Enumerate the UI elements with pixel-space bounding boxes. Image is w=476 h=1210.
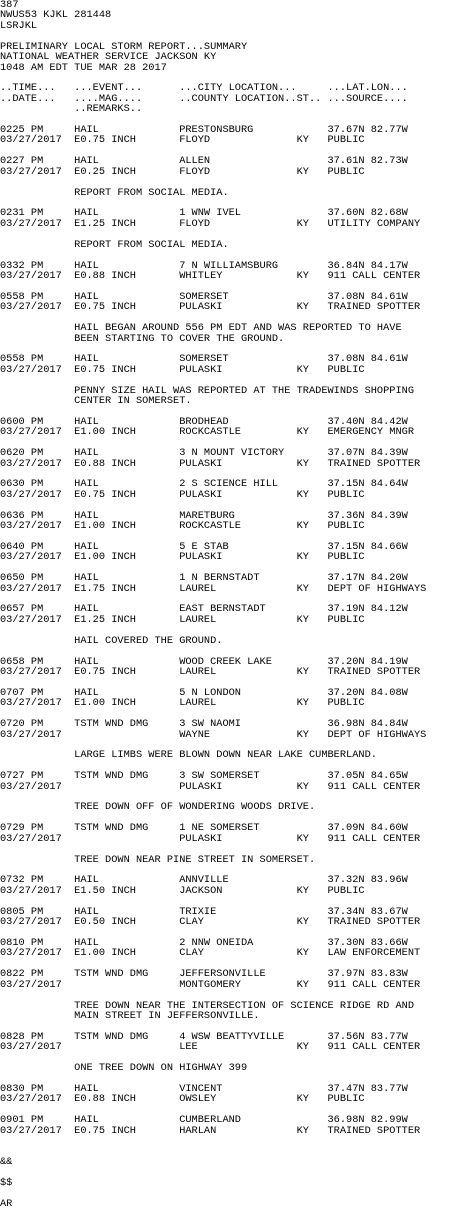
storm-report-text: 387 NWUS53 KJKL 281448 LSRJKL PRELIMINARY LOCAL STORM REPORT...SUMMARY NATIONAL WEATHER SERVICE JACKSON KY 1048 AM EDT TUE MAR 28 2017 ..TIME... ...EVENT... ...CITY LOCATION... ...LAT.LON... ..DATE... ....MAG.... ..COUNTY LOCATION..ST.. ...SOURCE.... ..REMARKS.. 0225 PM HAIL PRESTONSBURG 37.67N 82.77W 03/27/2017 E0.75 INCH FLOYD KY PUBLIC 0227 PM HAIL ALLEN 37.61N 82.73W 03/27/2017 E0.25 INCH FLOYD KY PUBLIC REPORT FROM SOCIAL MEDIA. 0231 PM HAIL 1 WNW IVEL 37.60N 82.68W 03/27/2017 E1.25 INCH FLOYD KY UTILITY COMPANY REPORT FROM SOCIAL MEDIA. 0332 PM HAIL 7 N WILLIAMSBURG 36.84N 84.17W 03/27/2017 E0.88 INCH WHITLEY KY 911 CALL CENTER 0558 PM HAIL SOMERSET 37.08N 84.61W 03/27/2017 E0.75 INCH PULASKI KY TRAINED SPOTTER HAIL BEGAN AROUND 556 PM EDT AND WAS REPORTED TO HAVE BEEN STARTING TO COVER THE GROUND. 0558 PM HAIL SOMERSET 37.08N 84.61W 03/27/2017 E0.75 INCH PULASKI KY PUBLIC PENNY SIZE HAIL WAS REPORTED AT THE TRADEWINDS SHOPPING CENTER IN SOMERSET. 0600 PM HAIL BRODHEAD 37.40N 84.42W 03/27/2017 E1.00 INCH ROCKCASTLE KY EMERGENCY MNGR 0620 PM HAIL 3 N MOUNT VICTORY 37.07N 84.39W 03/27/2017 E0.88 INCH PULASKI KY TRAINED SPOTTER 0630 PM HAIL 2 S SCIENCE HILL 37.15N 84.64W 03/27/2017 E0.75 INCH PULASKI KY PUBLIC 0636 PM HAIL MARETBURG 37.36N 84.39W 03/27/2017 E1.00 INCH ROCKCASTLE KY PUBLIC 0640 PM HAIL 5 E STAB 37.15N 84.66W 03/27/2017 E1.00 INCH PULASKI KY PUBLIC 0650 PM HAIL 1 N BERNSTADT 37.17N 84.20W 03/27/2017 E1.75 INCH LAUREL KY DEPT OF HIGHWAYS 0657 PM HAIL EAST BERNSTADT 37.19N 84.12W 03/27/2017 E1.25 INCH LAUREL KY PUBLIC HAIL COVERED THE GROUND. 0658 PM HAIL WOOD CREEK LAKE 37.20N 84.19W 03/27/2017 E0.75 INCH LAUREL KY TRAINED SPOTTER 0707 PM HAIL 5 N LONDON 37.20N 84.08W 03/27/2017 E1.00 INCH LAUREL KY PUBLIC 0720 PM TSTM WND DMG 3 SW NAOMI 36.98N 84.84W 03/27/2017 WAYNE KY DEPT OF HIGHWAYS LARGE LIMBS WERE BLOWN DOWN NEAR LAKE CUMBERLAND. 0727 PM TSTM WND DMG 3 SW SOMERSET 37.05N 84.65W 03/27/2017 PULASKI KY 911 CALL CENTER TREE DOWN OFF OF WONDERING WOODS DRIVE. 0729 PM TSTM WND DMG 1 NE SOMERSET 37.09N 84.60W 03/27/2017 PULASKI KY 911 CALL CENTER TREE DOWN NEAR PINE STREET IN SOMERSET. 0732 PM HAIL ANNVILLE 37.32N 83.96W 03/27/2017 E1.50 INCH JACKSON KY PUBLIC 0805 PM HAIL TRIXIE 37.34N 83.67W 03/27/2017 E0.50 INCH CLAY KY TRAINED SPOTTER 0810 PM HAIL 2 NNW ONEIDA 37.30N 83.66W 03/27/2017 E1.00 INCH CLAY KY LAW ENFORCEMENT 0822 PM TSTM WND DMG JEFFERSONVILLE 37.97N 83.83W 03/27/2017 MONTGOMERY KY 911 CALL CENTER TREE DOWN NEAR THE INTERSECTION OF SCIENCE RIDGE RD AND MAIN STREET IN JEFFERSONVILLE. 0828 PM TSTM WND DMG 4 WSW BEATTYVILLE 37.56N 83.77W 03/27/2017 LEE KY 911 CALL CENTER ONE TREE DOWN ON HIGHWAY 399 0830 PM HAIL VINCENT 37.47N 83.77W 03/27/2017 E0.88 INCH OWSLEY KY PUBLIC 0901 PM HAIL CUMBERLAND 36.98N 82.99W 03/27/2017 E0.75 INCH HARLAN KY TRAINED SPOTTER && $$ AR — [0, 0, 427, 1210]
